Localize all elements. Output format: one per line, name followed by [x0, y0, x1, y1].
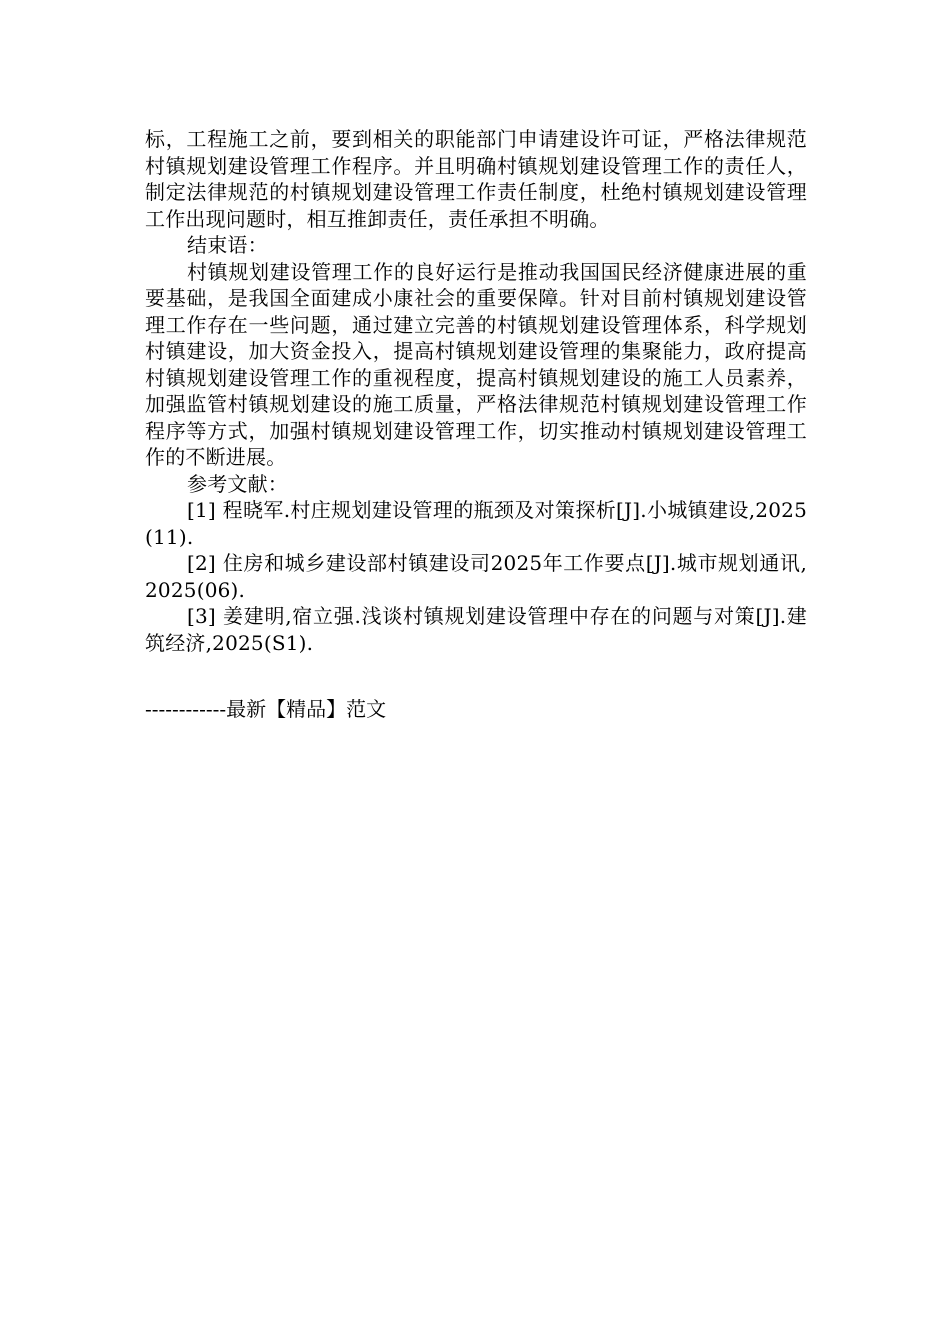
footer-label: ------------最新【精品】范文	[145, 697, 387, 721]
document-body	[145, 126, 807, 656]
references-heading: 参考文献：	[187, 471, 288, 496]
conclusion-paragraph: 村镇规划建设管理工作的良好运行是推动我国国民经济健康进展的重要基础，是我国全面建成小康社会的重要保障。针对目前村镇规划建设管理工作存在一些问题，通过建立完善的村镇规划建设管理体系，科学规划村镇建设，加大资金投入，提高村镇规划建设管理的集聚能力，政府提高村镇规划建设管理工作的重视程度，提高村镇规划建设的施工人员素养，加强监管村镇规划建设的施工质量，严格法律规范村镇规划建设管理工作程序等方式，加强村镇规划建设管理工作，切实推动村镇规划建设管理工作的不断进展。	[145, 259, 807, 469]
reference-item-1: [1] 程晓军.村庄规划建设管理的瓶颈及对策探析[J].小城镇建设,2025(11).	[145, 498, 807, 549]
conclusion-heading: 结束语：	[187, 233, 268, 257]
paragraph-continuation: 标，工程施工之前，要到相关的职能部门申请建设许可证，严格法律规范村镇规划建设管理工作程序。并且明确村镇规划建设管理工作的责任人，制定法律规范的村镇规划建设管理工作责任制度，杜绝村镇规划建设管理工作出现问题时，相互推卸责任，责任承担不明确。	[145, 127, 807, 231]
reference-item-3: [3] 姜建明,宿立强.浅谈村镇规划建设管理中存在的问题与对策[J].建筑经济,2025(S1).	[145, 604, 807, 655]
reference-item-2: [2] 住房和城乡建设部村镇建设司2025年工作要点[J].城市规划通讯,2025(06).	[145, 551, 807, 602]
